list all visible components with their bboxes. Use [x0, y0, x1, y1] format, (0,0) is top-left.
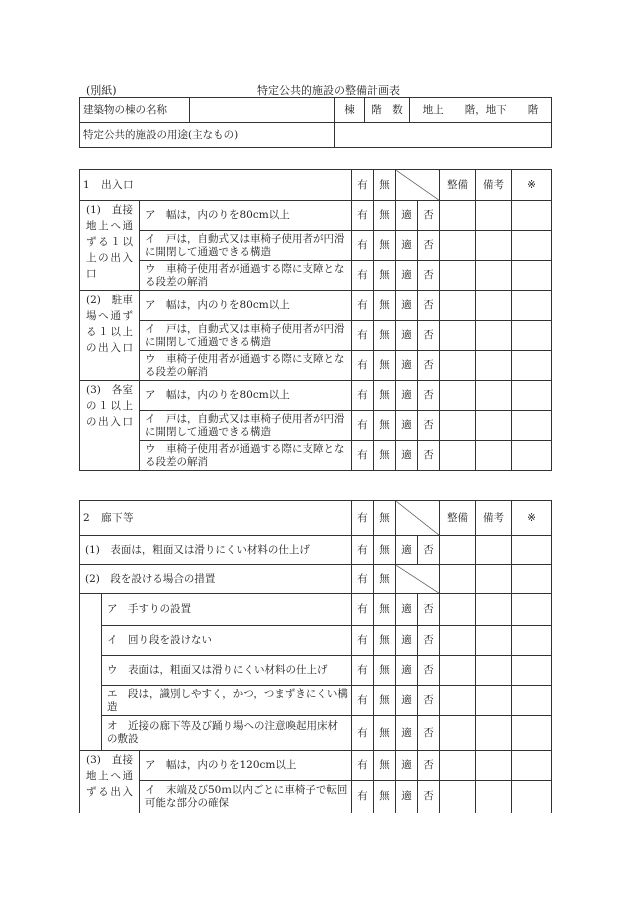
item-text: イ 戸は，自動式又は車椅子使用者が円滑に開閉して通過できる構造	[140, 231, 352, 261]
ng-cell[interactable]: 否	[418, 656, 440, 686]
no-cell[interactable]: 無	[374, 381, 396, 411]
yes-cell[interactable]: 有	[352, 565, 374, 594]
yes-cell[interactable]: 有	[352, 536, 374, 565]
mark-cell[interactable]	[512, 686, 552, 716]
yes-cell[interactable]: 有	[352, 441, 374, 471]
yes-cell[interactable]: 有	[352, 656, 374, 686]
remarks-cell[interactable]	[476, 536, 512, 565]
remarks-cell[interactable]	[476, 321, 512, 351]
floors-field[interactable]: 地上 階，地下 階	[410, 98, 552, 123]
yes-cell[interactable]: 有	[352, 594, 374, 626]
item-text: ウ 車椅子使用者が通過する際に支障となる段差の解消	[140, 351, 352, 381]
maintain-cell[interactable]	[440, 231, 476, 261]
remarks-cell[interactable]	[476, 411, 512, 441]
maintain-cell[interactable]	[440, 321, 476, 351]
ng-cell[interactable]: 否	[418, 686, 440, 716]
page-title: 特定公共的施設の整備計画表	[257, 84, 400, 97]
no-cell[interactable]: 無	[374, 626, 396, 656]
no-cell[interactable]: 無	[374, 261, 396, 291]
maintain-cell[interactable]	[440, 565, 476, 594]
ng-cell[interactable]: 否	[418, 441, 440, 471]
surface-item: (1) 表面は，粗面又は滑りにくい材料の仕上げ	[80, 536, 352, 565]
item-text: イ 末端及び50ｍ以内ごとに車椅子で転回可能な部分の確保	[140, 781, 352, 813]
no-cell[interactable]: 無	[374, 291, 396, 321]
maintain-cell[interactable]	[440, 261, 476, 291]
ok-cell[interactable]: 適	[396, 321, 418, 351]
mark-cell[interactable]	[512, 536, 552, 565]
maintain-cell[interactable]	[440, 626, 476, 656]
no-cell[interactable]: 無	[374, 201, 396, 231]
maintain-cell[interactable]	[440, 351, 476, 381]
mark-cell[interactable]	[512, 291, 552, 321]
ng-cell[interactable]: 否	[418, 536, 440, 565]
ok-cell[interactable]: 適	[396, 411, 418, 441]
ok-cell[interactable]: 適	[396, 351, 418, 381]
building-name-label: 建築物の棟の名称	[80, 98, 190, 123]
ok-cell[interactable]: 適	[396, 781, 418, 813]
ng-cell[interactable]: 否	[418, 201, 440, 231]
sub-item-text: ウ 表面は，粗面又は滑りにくい材料の仕上げ	[102, 656, 352, 686]
mark-cell[interactable]	[512, 626, 552, 656]
ok-cell[interactable]: 適	[396, 626, 418, 656]
yes-cell[interactable]: 有	[352, 751, 374, 781]
ng-cell[interactable]: 否	[418, 751, 440, 781]
no-cell[interactable]: 無	[374, 686, 396, 716]
item-text: イ 戸は，自動式又は車椅子使用者が円滑に開閉して通過できる構造	[140, 411, 352, 441]
yes-header: 有	[352, 501, 374, 536]
maintain-cell[interactable]	[440, 291, 476, 321]
item-text: ア 幅は，内のりを80cm以上	[140, 291, 352, 321]
sub-item-text: イ 回り段を設けない	[102, 626, 352, 656]
yes-cell[interactable]: 有	[352, 626, 374, 656]
group3-label: (3) 各室の１以上の出入口	[80, 381, 140, 471]
maintain-cell[interactable]	[440, 536, 476, 565]
ok-cell[interactable]: 適	[396, 291, 418, 321]
use-field[interactable]	[335, 123, 552, 148]
remarks-cell[interactable]	[476, 231, 512, 261]
ng-cell[interactable]: 否	[418, 781, 440, 813]
mark-cell[interactable]	[512, 261, 552, 291]
yes-cell[interactable]: 有	[352, 291, 374, 321]
steps-item: (2) 段を設ける場合の措置	[80, 565, 352, 594]
maintain-cell[interactable]	[440, 656, 476, 686]
mark-cell[interactable]	[512, 565, 552, 594]
diagonal-cell	[396, 501, 440, 536]
sub-item-text: オ 近接の廊下等及び踊り場への注意喚起用床材の敷設	[102, 716, 352, 751]
ok-cell[interactable]: 適	[396, 716, 418, 751]
remarks-cell[interactable]	[476, 441, 512, 471]
item-text: ア 幅は，内のりを80cm以上	[140, 201, 352, 231]
yes-cell[interactable]: 有	[352, 381, 374, 411]
yes-cell[interactable]: 有	[352, 261, 374, 291]
yes-cell[interactable]: 有	[352, 351, 374, 381]
no-cell[interactable]: 無	[374, 716, 396, 751]
no-header: 無	[374, 170, 396, 201]
mark-header: ※	[512, 501, 552, 536]
remarks-cell[interactable]	[476, 381, 512, 411]
section2-title: 2 廊下等	[80, 501, 352, 536]
yes-cell[interactable]: 有	[352, 231, 374, 261]
group1-label: (1) 直接地上へ通ずる１以上の出入口	[80, 201, 140, 291]
yes-header: 有	[352, 170, 374, 201]
no-cell[interactable]: 無	[374, 594, 396, 626]
mark-cell[interactable]	[512, 781, 552, 813]
remarks-cell[interactable]	[476, 686, 512, 716]
building-unit-label: 棟	[335, 98, 365, 123]
ng-cell[interactable]: 否	[418, 291, 440, 321]
attachment-label: (別紙)	[86, 84, 117, 97]
mark-cell[interactable]	[512, 381, 552, 411]
group2-label: (2) 駐車場へ通ずる１以上の出入口	[80, 291, 140, 381]
remarks-cell[interactable]	[476, 565, 512, 594]
remarks-cell[interactable]	[476, 351, 512, 381]
section2-table	[79, 500, 552, 813]
mark-cell[interactable]	[512, 656, 552, 686]
no-cell[interactable]: 無	[374, 751, 396, 781]
diagonal-cell	[396, 565, 440, 594]
item-text: ウ 車椅子使用者が通過する際に支障となる段差の解消	[140, 441, 352, 471]
maintain-cell[interactable]	[440, 411, 476, 441]
indent-spacer	[80, 594, 102, 751]
ng-cell[interactable]: 否	[418, 411, 440, 441]
corridor-group-label: (3) 直接地上へ通ずる出入	[80, 751, 140, 813]
sub-item-text: ア 手すりの設置	[102, 594, 352, 626]
remarks-cell[interactable]	[476, 656, 512, 686]
yes-cell[interactable]: 有	[352, 781, 374, 813]
ng-cell[interactable]: 否	[418, 231, 440, 261]
ok-cell[interactable]: 適	[396, 686, 418, 716]
ng-cell[interactable]: 否	[418, 381, 440, 411]
remarks-cell[interactable]	[476, 594, 512, 626]
ng-cell[interactable]: 否	[418, 626, 440, 656]
remarks-cell[interactable]	[476, 261, 512, 291]
yes-cell[interactable]: 有	[352, 716, 374, 751]
yes-cell[interactable]: 有	[352, 321, 374, 351]
no-cell[interactable]: 無	[374, 351, 396, 381]
mark-cell[interactable]	[512, 351, 552, 381]
maintain-cell[interactable]	[440, 441, 476, 471]
floors-label: 階 数	[365, 98, 410, 123]
no-cell[interactable]: 無	[374, 231, 396, 261]
no-cell[interactable]: 無	[374, 536, 396, 565]
ok-cell[interactable]: 適	[396, 751, 418, 781]
building-name-field[interactable]	[190, 98, 335, 123]
ng-cell[interactable]: 否	[418, 261, 440, 291]
ok-cell[interactable]: 適	[396, 381, 418, 411]
no-cell[interactable]: 無	[374, 656, 396, 686]
maintain-cell[interactable]	[440, 781, 476, 813]
remarks-cell[interactable]	[476, 751, 512, 781]
maintain-header: 整備	[440, 170, 476, 201]
remarks-cell[interactable]	[476, 291, 512, 321]
no-cell[interactable]: 無	[374, 781, 396, 813]
remarks-header: 備考	[476, 170, 512, 201]
mark-cell[interactable]	[512, 231, 552, 261]
ok-cell[interactable]: 適	[396, 594, 418, 626]
sub-item-text: エ 段は，識別しやすく，かつ，つまずきにくい構造	[102, 686, 352, 716]
maintain-cell[interactable]	[440, 381, 476, 411]
ng-cell[interactable]: 否	[418, 594, 440, 626]
item-text: ウ 車椅子使用者が通過する際に支障となる段差の解消	[140, 261, 352, 291]
mark-cell[interactable]	[512, 594, 552, 626]
ok-cell[interactable]: 適	[396, 261, 418, 291]
no-cell[interactable]: 無	[374, 411, 396, 441]
remarks-cell[interactable]	[476, 716, 512, 751]
mark-header: ※	[512, 170, 552, 201]
use-label: 特定公共的施設の用途(主なもの)	[80, 123, 335, 148]
mark-cell[interactable]	[512, 751, 552, 781]
ok-cell[interactable]: 適	[396, 656, 418, 686]
item-text: ア 幅は，内のりを120cm以上	[140, 751, 352, 781]
ng-cell[interactable]: 否	[418, 321, 440, 351]
mark-cell[interactable]	[512, 321, 552, 351]
maintain-cell[interactable]	[440, 201, 476, 231]
item-text: イ 戸は，自動式又は車椅子使用者が円滑に開閉して通過できる構造	[140, 321, 352, 351]
ok-cell[interactable]: 適	[396, 231, 418, 261]
maintain-cell[interactable]	[440, 686, 476, 716]
ok-cell[interactable]: 適	[396, 441, 418, 471]
remarks-cell[interactable]	[476, 626, 512, 656]
ng-cell[interactable]: 否	[418, 351, 440, 381]
no-cell[interactable]: 無	[374, 321, 396, 351]
ok-cell[interactable]: 適	[396, 536, 418, 565]
maintain-header: 整備	[440, 501, 476, 536]
mark-cell[interactable]	[512, 201, 552, 231]
maintain-cell[interactable]	[440, 716, 476, 751]
maintain-cell[interactable]	[440, 751, 476, 781]
mark-cell[interactable]	[512, 716, 552, 751]
maintain-cell[interactable]	[440, 594, 476, 626]
mark-cell[interactable]	[512, 441, 552, 471]
section1-table	[79, 169, 552, 471]
yes-cell[interactable]: 有	[352, 411, 374, 441]
mark-cell[interactable]	[512, 411, 552, 441]
no-cell[interactable]: 無	[374, 441, 396, 471]
ok-cell[interactable]: 適	[396, 201, 418, 231]
remarks-header: 備考	[476, 501, 512, 536]
item-text: ア 幅は，内のりを80cm以上	[140, 381, 352, 411]
section1-title: 1 出入口	[80, 170, 352, 201]
building-info-table	[79, 97, 552, 148]
no-header: 無	[374, 501, 396, 536]
yes-cell[interactable]: 有	[352, 201, 374, 231]
diagonal-cell	[396, 170, 440, 201]
remarks-cell[interactable]	[476, 201, 512, 231]
yes-cell[interactable]: 有	[352, 686, 374, 716]
remarks-cell[interactable]	[476, 781, 512, 813]
ng-cell[interactable]: 否	[418, 716, 440, 751]
no-cell[interactable]: 無	[374, 565, 396, 594]
